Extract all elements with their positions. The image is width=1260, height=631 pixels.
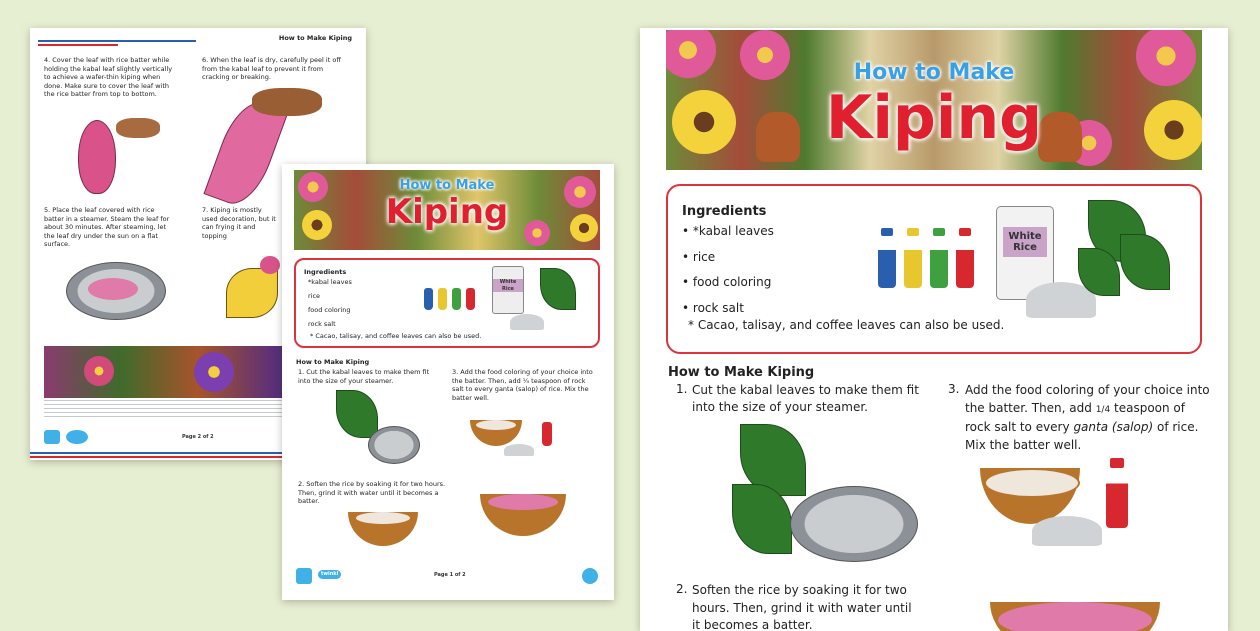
main-step-3-part-a: Add the food coloring of your choice into the batter. Then, add bbox=[965, 383, 1210, 415]
main-page bbox=[640, 28, 1228, 631]
banner-flower-icon bbox=[194, 352, 234, 392]
kabal-leaves-icon bbox=[1120, 234, 1170, 290]
mid-ingredient-item: food coloring bbox=[308, 306, 351, 314]
hand-illustration bbox=[116, 118, 160, 138]
mid-steamer-icon bbox=[368, 426, 420, 464]
main-step-2: Soften the rice by soaking it for two hours. Then, grind it with water until it becomes a batter. bbox=[692, 583, 912, 631]
main-batter-top bbox=[984, 468, 1080, 498]
kiping-yellow-illustration bbox=[226, 268, 278, 318]
green-bottle-icon bbox=[930, 234, 948, 288]
blue-bottle-icon bbox=[424, 288, 433, 310]
main-pink-top bbox=[998, 602, 1152, 631]
main-how-heading: How to Make Kiping bbox=[668, 365, 815, 380]
yellow-cap-icon bbox=[907, 228, 919, 236]
green-bottle-icon bbox=[452, 288, 461, 310]
brand-logo-icon bbox=[66, 430, 88, 444]
yellow-bottle-icon bbox=[438, 288, 447, 310]
main-ingredient-item: • rice bbox=[682, 250, 716, 264]
main-ingredient-item: • food coloring bbox=[682, 275, 772, 289]
header-rule-red bbox=[38, 44, 118, 46]
back-step-7: 7. Kiping is mostly used decoration, but it can frying it and topping bbox=[202, 206, 276, 240]
main-step-2-num: 2. bbox=[676, 582, 688, 596]
main-ingredient-item: • *kabal leaves bbox=[682, 224, 774, 238]
main-step-3-italic: ganta (salop) bbox=[1073, 420, 1154, 434]
mid-kabal-leaves-icon bbox=[336, 390, 378, 438]
green-cap-icon bbox=[933, 228, 945, 236]
back-step-6: 6. When the leaf is dry, carefully peel it off from the kabal leaf to prevent it from cracking or breaking. bbox=[202, 56, 341, 81]
main-banner bbox=[666, 30, 1202, 170]
main-step-1-num: 1. bbox=[676, 382, 688, 396]
mid-step-2: 2. Soften the rice by soaking it for two hours. Then, grind it with water until it becomes a batter. bbox=[298, 480, 446, 505]
mid-title-small: How to Make bbox=[399, 178, 495, 193]
red-bottle-icon bbox=[956, 234, 974, 288]
mid-how-heading: How to Make Kiping bbox=[296, 358, 370, 366]
mid-banner bbox=[294, 170, 600, 250]
steamed-leaf-illustration bbox=[88, 278, 138, 300]
main-step-3-part-b: teaspoon of rock salt to every bbox=[965, 400, 1185, 434]
red-cap-icon bbox=[959, 228, 971, 236]
mid-step-3: 3. Add the food coloring of your choice into the batter. Then, add ¼ teaspoon of rock salt to every ganta (salop) of rice. Mix the batter well. bbox=[452, 368, 593, 402]
main-step-3-part-c: of rice. Mix the batter well. bbox=[965, 420, 1199, 452]
mid-ingredients-note: * Cacao, talisay, and coffee leaves can also be used. bbox=[310, 332, 482, 340]
main-ingredients-box bbox=[666, 184, 1202, 354]
mid-page-number: Page 1 of 2 bbox=[434, 572, 466, 578]
back-page-header: How to Make Kiping bbox=[278, 34, 352, 42]
kabal-leaves-icon bbox=[540, 268, 576, 310]
back-step-4: 4. Cover the leaf with rice batter while holding the kabal leaf slightly vertically to achieve a wafer-thin kiping when done. Make sure to cover the leaf with the rice batter from top to bottom. bbox=[44, 56, 173, 98]
twinkl-badge-icon bbox=[582, 568, 598, 584]
leaf-batter-illustration bbox=[78, 120, 116, 194]
main-title-small: How to Make bbox=[853, 60, 1015, 85]
main-salt-icon bbox=[1032, 516, 1102, 546]
kiping-pink-illustration bbox=[260, 256, 280, 274]
back-page-number: Page 2 of 2 bbox=[182, 434, 214, 440]
rice-bag-icon bbox=[492, 266, 524, 314]
main-red-bottle-icon bbox=[1106, 466, 1128, 528]
blue-cap-icon bbox=[881, 228, 893, 236]
mid-ingredient-item: rock salt bbox=[308, 320, 336, 328]
mid-brand: twinkl bbox=[318, 570, 341, 579]
mid-batter-top bbox=[476, 420, 516, 430]
mid-title-big: Kiping bbox=[385, 192, 509, 232]
mid-salt-icon bbox=[504, 444, 534, 456]
mid-page bbox=[282, 164, 614, 600]
yellow-bottle-icon bbox=[904, 234, 922, 288]
twinkl-logo-icon bbox=[296, 568, 312, 584]
blue-bottle-icon bbox=[878, 234, 896, 288]
mid-step-1: 1. Cut the kabal leaves to make them fit into the size of your steamer. bbox=[298, 368, 430, 385]
hand-peeling-illustration bbox=[252, 88, 322, 116]
mid-pink-top bbox=[488, 494, 558, 510]
red-bottle-icon bbox=[466, 288, 475, 310]
mid-red-bottle-icon bbox=[542, 422, 552, 446]
header-rule-blue bbox=[38, 40, 196, 42]
main-ingredient-item: • rock salt bbox=[682, 301, 744, 315]
mid-ingredient-item: rice bbox=[308, 292, 321, 300]
banner-flower-icon bbox=[84, 356, 114, 386]
twinkl-logo-icon bbox=[44, 430, 60, 444]
main-title-big: Kiping bbox=[825, 83, 1043, 153]
main-step-3-num: 3. bbox=[948, 382, 960, 396]
mid-white-top bbox=[356, 512, 410, 524]
mid-ingredient-item: *kabal leaves bbox=[308, 278, 352, 286]
main-step-3-fraction: 1/4 bbox=[1095, 404, 1111, 415]
main-ingredients-note: * Cacao, talisay, and coffee leaves can also be used. bbox=[688, 318, 1005, 332]
main-steamer-icon bbox=[790, 486, 918, 562]
mid-ingredients-box bbox=[294, 258, 600, 348]
main-ingredients-heading: Ingredients bbox=[682, 204, 767, 219]
main-step-3 bbox=[965, 382, 1213, 454]
main-step-1: Cut the kabal leaves to make them fit into the size of your steamer. bbox=[692, 383, 919, 414]
rice-bag-label: White Rice bbox=[493, 279, 523, 292]
rice-bag-label: White Rice bbox=[1003, 227, 1047, 257]
mid-ingredients-heading: Ingredients bbox=[304, 268, 347, 276]
back-step-5: 5. Place the leaf covered with rice batter in a steamer. Steam the leaf for about 30 minutes. After steaming, let the leaf dry under the sun on a flat surface. bbox=[44, 206, 170, 248]
main-red-cap-icon bbox=[1110, 458, 1124, 468]
salt-pile-icon bbox=[510, 314, 544, 330]
